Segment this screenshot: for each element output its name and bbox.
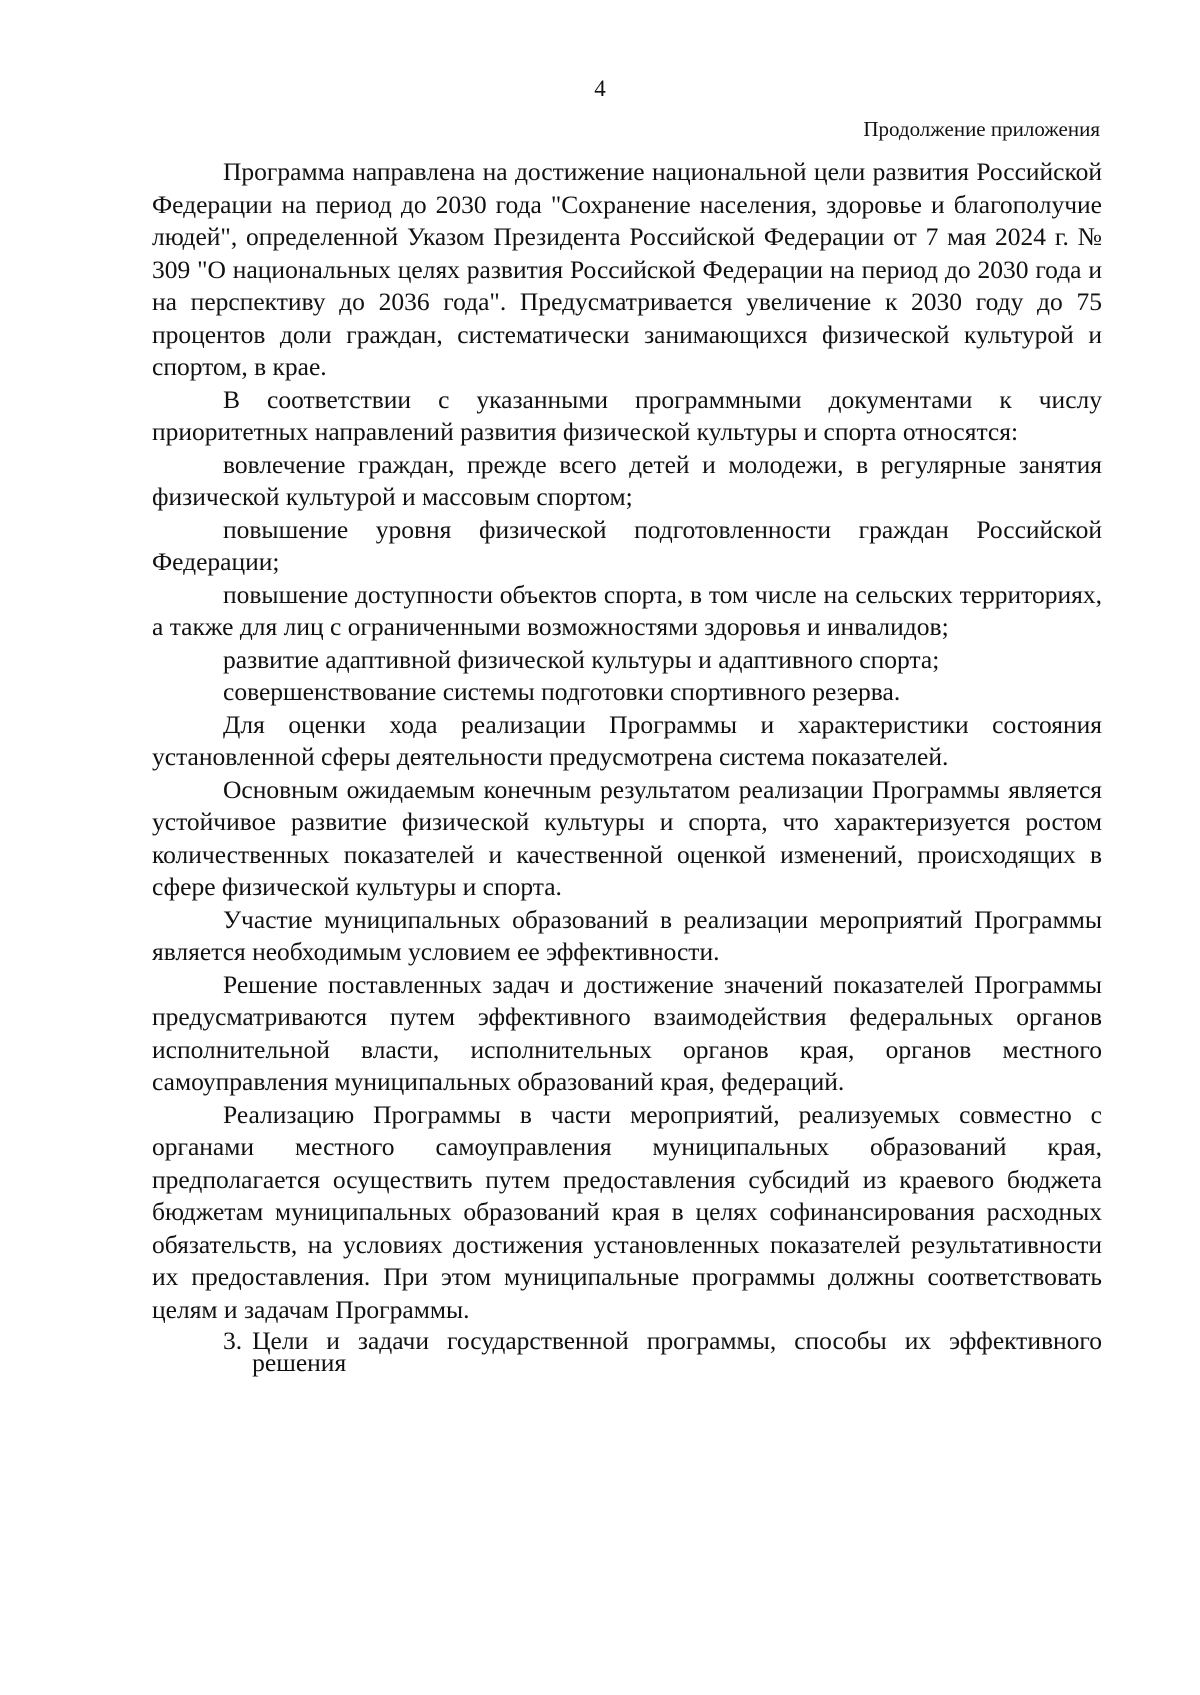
section-number: 3. <box>223 1326 243 1355</box>
paragraph: Для оценки хода реализации Программы и характеристики состояния установленной сферы деятельности предусмотрена система показателей. <box>152 709 1102 771</box>
continuation-label: Продолжение приложения <box>863 117 1100 141</box>
section-heading <box>152 1326 1102 1377</box>
list-item: вовлечение граждан, прежде всего детей и молодежи, в регулярные занятия физической культурой и массовым спортом; <box>152 449 1102 511</box>
paragraph: В соответствии с указанными программными документами к числу приоритетных направлений развития физической культуры и спорта относятся: <box>152 384 1102 446</box>
list-item: совершенствование системы подготовки спортивного резерва. <box>223 677 901 706</box>
paragraph: Реализацию Программы в части мероприятий, реализуемых совместно с органами местного самоуправления муниципальных образований края, предполагается осуществить путем предоставления субсидий из краевого бюджета бюджетам муниципальных образований края в целях софинансирования расходных обязательств, на условиях достижения установленных показателей результативности их предоставления. При этом муниципальные программы должны соответствовать целям и задачам Программы. <box>152 1099 1102 1324</box>
paragraph: Программа направлена на достижение национальной цели развития Российской Федерации на период до 2030 года "Сохранение населения, здоровье и благополучие людей", определенной Указом Президента Российской Федерации от 7 мая 2024 г. № 309 "О национальных целях развития Российской Федерации на период до 2030 года и на перспективу до 2036 года". Предусматривается увеличение к 2030 году до 75 процентов доли граждан, систематически занимающихся физической культурой и спортом, в крае. <box>152 157 1102 381</box>
document-body <box>152 156 1102 1377</box>
paragraph: Основным ожидаемым конечным результатом реализации Программы является устойчивое развитие физической культуры и спорта, что характеризуется ростом количественных показателей и качественной оценкой изменений, происходящих в сфере физической культуры и спорта. <box>152 774 1102 901</box>
paragraph: Решение поставленных задач и достижение значений показателей Программы предусматриваются путем эффективного взаимодействия федеральных органов исполнительной власти, исполнительных органов края, органов местного самоуправления муниципальных образований края, федераций. <box>152 969 1102 1096</box>
section-title: Цели и задачи государственной программы, способы их эффективного решения <box>252 1326 1102 1377</box>
list-item: развитие адаптивной физической культуры и адаптивного спорта; <box>223 644 940 674</box>
page-number: 4 <box>594 76 606 101</box>
paragraph: Участие муниципальных образований в реализации мероприятий Программы является необходимым условием ее эффективности. <box>152 904 1102 966</box>
list-item: повышение доступности объектов спорта, в том числе на сельских территориях, а также для лиц с ограниченными возможностями здоровья и инвалидов; <box>152 579 1102 641</box>
list-item: повышение уровня физической подготовленности граждан Российской Федерации; <box>152 514 1102 576</box>
